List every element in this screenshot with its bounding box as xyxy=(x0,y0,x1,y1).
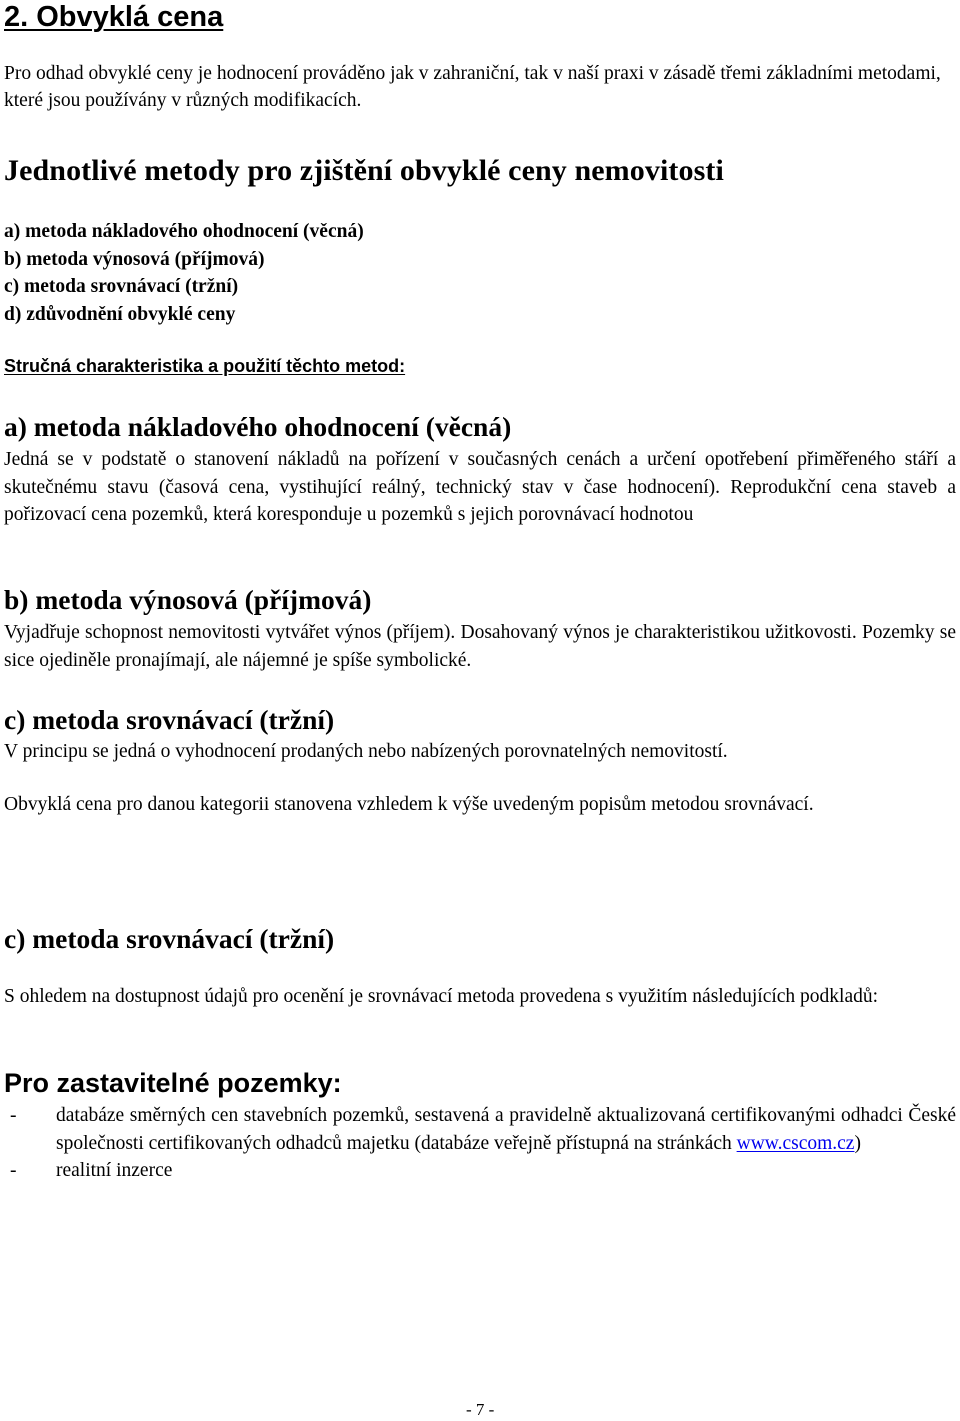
section-c-text-2: Obvyklá cena pro danou kategorii stanovena vzhledem k výše uvedeným popisům metodou srovnávací. xyxy=(4,794,814,815)
database-text: databáze směrných cen stavebních pozemků, sestavená a pravidelně aktualizovaná certifikovanými odhadci České společnosti certifikovaných odhadců majetku (databáze veřejně přístupná na stránkách xyxy=(56,1105,956,1154)
method-item-b: b) metoda výnosová (příjmová) xyxy=(4,248,265,270)
method-item-d: d) zdůvodnění obvyklé ceny xyxy=(4,303,236,325)
database-text-end: ) xyxy=(854,1132,861,1154)
method-item-c: c) metoda srovnávací (tržní) xyxy=(4,276,239,297)
section-b-text: Vyjadřuje schopnost nemovitosti vytvářet výnos (příjem). Dosahovaný výnos je charakteristikou užitkovosti. Pozemky se sice ojediněle pronajímají, ale nájemné je spíše symbolické. xyxy=(4,622,956,671)
pozemky-heading: Pro zastavitelné pozemky: xyxy=(4,1068,342,1098)
cscom-link[interactable]: www.cscom.cz xyxy=(736,1132,855,1154)
section-b-title: b) metoda výnosová (příjmová) xyxy=(4,584,372,615)
bullet-dash: - xyxy=(10,1105,17,1126)
sources-list-item-ads xyxy=(4,1157,956,1185)
section-a-text-part1: Jedná se v podstatě o stanovení nákladů na pořízení v současných cenách a určení opotřebení přiměřeného stáří a skutečnému stavu (časová cena, vystihující reálný, technický stav v čase hodnocení). xyxy=(4,449,956,498)
method-item-a: a) metoda nákladového ohodnocení (věcná) xyxy=(4,221,364,242)
sources-list xyxy=(4,1102,956,1185)
ads-text: realitní inzerce xyxy=(56,1160,173,1181)
section-c-title: c) metoda srovnávací (tržní) xyxy=(4,704,335,735)
section-c-text-1: V principu se jedná o vyhodnocení prodaných nebo nabízených porovnatelných nemovitostí. xyxy=(4,741,728,762)
section-a-title: a) metoda nákladového ohodnocení (věcná) xyxy=(4,411,512,442)
methods-heading: Jednotlivé metody pro zjištění obvyklé ceny nemovitosti xyxy=(4,154,724,187)
page-number: - 7 - xyxy=(466,1400,495,1419)
page-heading: 2. Obvyklá cena xyxy=(4,1,224,33)
section-a-text xyxy=(4,446,956,529)
section-c2-title: c) metoda srovnávací (tržní) xyxy=(4,923,335,954)
sources-list-item-database xyxy=(4,1102,956,1157)
section-a-text-part2: Reprodukční cena staveb a pořizovací cena pozemků, která koresponduje u pozemků s jejich porovnávací hodnotou xyxy=(4,476,956,525)
bullet-dash: - xyxy=(10,1160,17,1181)
section-c2-text: S ohledem na dostupnost údajů pro ocenění je srovnávací metoda provedena s využitím následujících podkladů: xyxy=(4,986,879,1007)
summary-heading: Stručná charakteristika a použití těchto metod: xyxy=(4,356,406,376)
methods-list xyxy=(4,218,364,328)
intro-paragraph: Pro odhad obvyklé ceny je hodnocení prováděno jak v zahraniční, tak v naší praxi v zásadě třemi základními metodami, které jsou používány v různých modifikacích. xyxy=(4,63,941,111)
